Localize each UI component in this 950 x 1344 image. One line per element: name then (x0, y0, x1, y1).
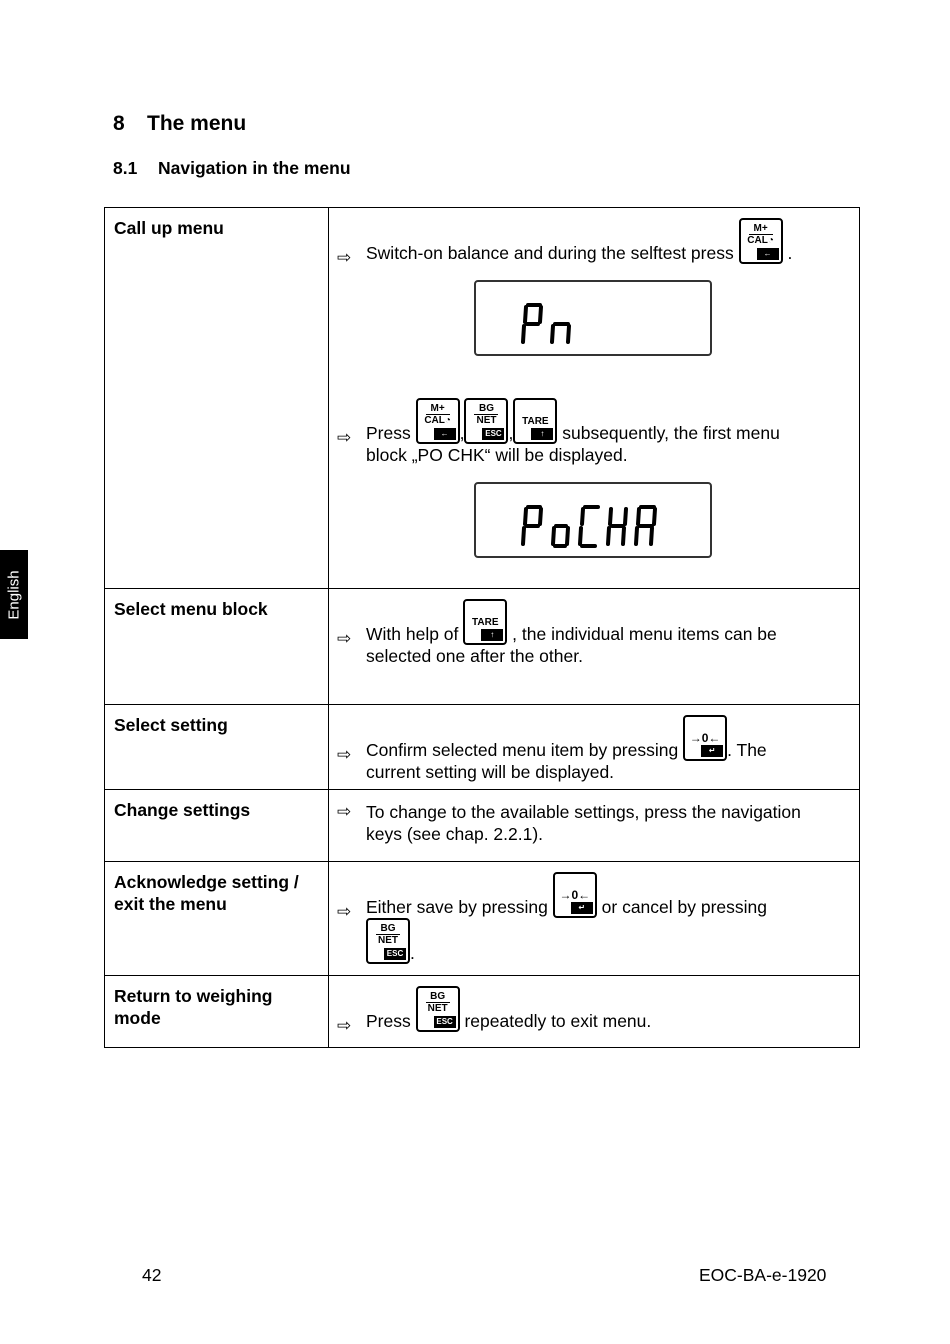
table-row (105, 208, 860, 589)
lcd-segment-graphic (476, 484, 710, 556)
page-number: 42 (142, 1265, 162, 1285)
bullet-arrow-icon: ⇨ (337, 428, 352, 447)
bg-net-key-icon: BG NET ESC (464, 398, 508, 444)
instruction-text: Switch-on balance and during the selftest press M+ CAL◔ ← . (366, 218, 851, 264)
row-label: Change settings (114, 800, 251, 820)
table-row (105, 589, 860, 705)
table-row (105, 790, 860, 862)
tare-key-icon: TARE ↑ (513, 398, 557, 444)
menu-navigation-table (104, 207, 860, 1048)
bullet-arrow-icon: ⇨ (337, 1016, 352, 1035)
lcd-segment-graphic (476, 282, 710, 354)
instruction-text: Press M+ CAL◔ ← , BG NET ESC , TARE ↑ subsequently, the first menu block „PO CHK“ will be displayed. (366, 398, 851, 466)
language-tab-label: English (5, 569, 23, 620)
instruction-text: Either save by pressing →0← ↵ or cancel by pressing BG NET ESC . (366, 872, 851, 964)
row-label: Acknowledge setting / exit the menu (114, 872, 299, 914)
zero-enter-key-icon: →0← ↵ (553, 872, 597, 918)
bg-net-key-icon: BG NET ESC (366, 918, 410, 964)
subsection-heading (113, 158, 351, 179)
tare-key-icon: TARE ↑ (463, 599, 507, 645)
instruction-text: Confirm selected menu item by pressing →0← ↵ . The current setting will be displayed. (366, 715, 851, 783)
table-row (105, 976, 860, 1048)
instruction-text: Press BG NET ESC repeatedly to exit menu. (366, 986, 851, 1032)
lcd-display-pochk (474, 482, 712, 558)
bullet-arrow-icon: ⇨ (337, 629, 352, 648)
document-id: EOC-BA-e-1920 (699, 1265, 827, 1285)
section-heading (113, 112, 246, 136)
bg-net-key-icon: BG NET ESC (416, 986, 460, 1032)
zero-enter-key-icon: →0← ↵ (683, 715, 727, 761)
row-label: Select menu block (114, 599, 268, 619)
bullet-arrow-icon: ⇨ (337, 745, 352, 764)
row-label: Return to weighing mode (114, 986, 273, 1028)
row-label: Select setting (114, 715, 228, 735)
language-tab (0, 550, 28, 639)
lcd-display-pn (474, 280, 712, 356)
bullet-arrow-icon: ⇨ (337, 248, 352, 267)
instruction-text: To change to the available settings, press the navigation keys (see chap. 2.2.1). (366, 802, 801, 844)
table-row (105, 705, 860, 790)
instruction-text: With help of TARE ↑ , the individual menu items can be selected one after the other. (366, 599, 851, 667)
subsection-number: 8.1 (113, 158, 138, 178)
row-label: Call up menu (114, 218, 224, 238)
mplus-cal-key-icon: M+ CAL◔ ← (739, 218, 783, 264)
section-title: The menu (147, 112, 247, 135)
table-row (105, 862, 860, 976)
subsection-title: Navigation in the menu (158, 158, 351, 178)
mplus-cal-key-icon: M+ CAL◔ ← (416, 398, 460, 444)
bullet-arrow-icon: ⇨ (337, 802, 352, 821)
section-number: 8 (113, 112, 125, 135)
bullet-arrow-icon: ⇨ (337, 902, 352, 921)
